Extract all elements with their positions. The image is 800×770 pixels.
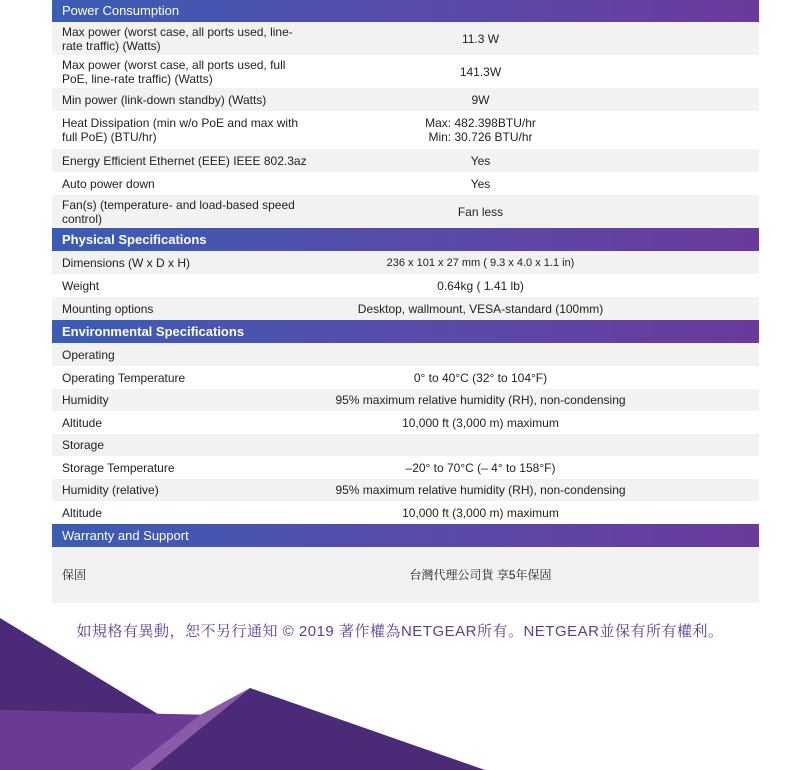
spec-value-line: 11.3 W — [461, 31, 500, 46]
spec-value — [312, 279, 759, 293]
spec-row — [52, 547, 759, 603]
spec-row — [52, 297, 759, 320]
spec-label: 保固 — [62, 568, 87, 582]
spec-row — [52, 456, 759, 479]
spec-value — [312, 393, 759, 407]
spec-value — [312, 371, 759, 385]
spec-value-line: Desktop, wallmount, VESA-standard (100mm) — [357, 301, 604, 316]
spec-value-line: Fan less — [457, 204, 504, 219]
spec-label: Max power (worst case, all ports used, full PoE, line-rate traffic) (Watts) — [62, 57, 286, 86]
spec-value-line: 95% maximum relative humidity (RH), non-condensing — [335, 483, 626, 497]
spec-row — [52, 172, 759, 195]
spec-value — [312, 177, 759, 191]
spec-label: Mounting options — [62, 301, 154, 316]
spec-label: Storage — [62, 438, 105, 452]
spec-label: Energy Efficient Ethernet (EEE) IEEE 802.3az — [62, 153, 307, 168]
spec-value-line: Min: 30.726 BTU/hr — [428, 130, 533, 144]
spec-value — [312, 461, 759, 475]
spec-value — [312, 302, 759, 316]
spec-value-line: 9W — [471, 92, 490, 107]
copyright-footer: 如規格有異動，恕不另行通知 © 2019 著作權為NETGEAR所有。NETGEAR並保有所有權利。 — [76, 623, 724, 640]
section-header: Environmental Specifications — [52, 320, 759, 343]
spec-value-line: 0.64kg ( 1.41 lb) — [437, 278, 524, 293]
section-header: Physical Specifications — [52, 228, 759, 251]
spec-row — [52, 55, 759, 88]
spec-value — [312, 32, 759, 46]
spec-row — [52, 149, 759, 172]
spec-row — [52, 195, 759, 228]
spec-value-line: 0° to 40°C (32° to 104°F) — [413, 370, 548, 385]
spec-row — [52, 479, 759, 501]
spec-row — [52, 88, 759, 111]
spec-value-line: Max: 482.398BTU/hr — [425, 116, 536, 130]
spec-label: Altitude — [62, 415, 103, 430]
spec-label: Operating — [62, 347, 115, 362]
decorative-triangles — [0, 600, 800, 770]
spec-value — [312, 154, 759, 168]
spec-row — [52, 251, 759, 274]
spec-row — [52, 501, 759, 524]
spec-label: Weight — [62, 278, 100, 293]
section-header: Power Consumption — [52, 0, 759, 22]
deco-shape-right — [150, 688, 485, 770]
spec-row — [52, 389, 759, 411]
spec-label: Humidity (relative) — [62, 483, 159, 497]
spec-value-line: 95% maximum relative humidity (RH), non-condensing — [335, 393, 626, 407]
spec-label: Min power (link-down standby) (Watts) — [62, 92, 267, 107]
spec-value — [312, 256, 759, 270]
spec-value-line: 台灣代理公司貨 享5年保固 — [409, 568, 552, 582]
spec-value-line: Yes — [470, 176, 491, 191]
spec-row — [52, 22, 759, 55]
spec-row — [52, 366, 759, 389]
spec-value-line: 141.3W — [459, 64, 502, 79]
section-header: Warranty and Support — [52, 524, 759, 547]
spec-row — [52, 111, 759, 149]
spec-value — [312, 65, 759, 79]
spec-value-line: 236 x 101 x 27 mm ( 9.3 x 4.0 x 1.1 in) — [386, 256, 575, 269]
spec-label: Max power (worst case, all ports used, line-rate traffic) (Watts) — [62, 24, 293, 53]
spec-value — [312, 116, 759, 144]
spec-value — [312, 483, 759, 497]
spec-label: Dimensions (W x D x H) — [62, 255, 191, 270]
spec-table — [52, 0, 759, 603]
spec-row — [52, 411, 759, 434]
spec-label: Auto power down — [62, 176, 155, 191]
spec-label: Storage Temperature — [62, 460, 175, 475]
spec-label: Heat Dissipation (min w/o PoE and max with full PoE) (BTU/hr) — [62, 116, 299, 144]
spec-value — [312, 93, 759, 107]
spec-row — [52, 274, 759, 297]
spec-label: Operating Temperature — [62, 370, 186, 385]
spec-label: Humidity — [62, 393, 109, 407]
spec-label: Altitude — [62, 505, 103, 520]
spec-row — [52, 343, 759, 366]
spec-value — [312, 416, 759, 430]
spec-value-line: 10,000 ft (3,000 m) maximum — [402, 505, 559, 520]
spec-label: Fan(s) (temperature- and load-based speed control) — [62, 197, 295, 226]
spec-row — [52, 434, 759, 456]
spec-value-line: –20° to 70°C (– 4° to 158°F) — [405, 460, 556, 475]
spec-value-line: Yes — [470, 153, 491, 168]
spec-value — [312, 506, 759, 520]
spec-value — [312, 568, 759, 582]
spec-value — [312, 205, 759, 219]
spec-value-line: 10,000 ft (3,000 m) maximum — [402, 415, 559, 430]
